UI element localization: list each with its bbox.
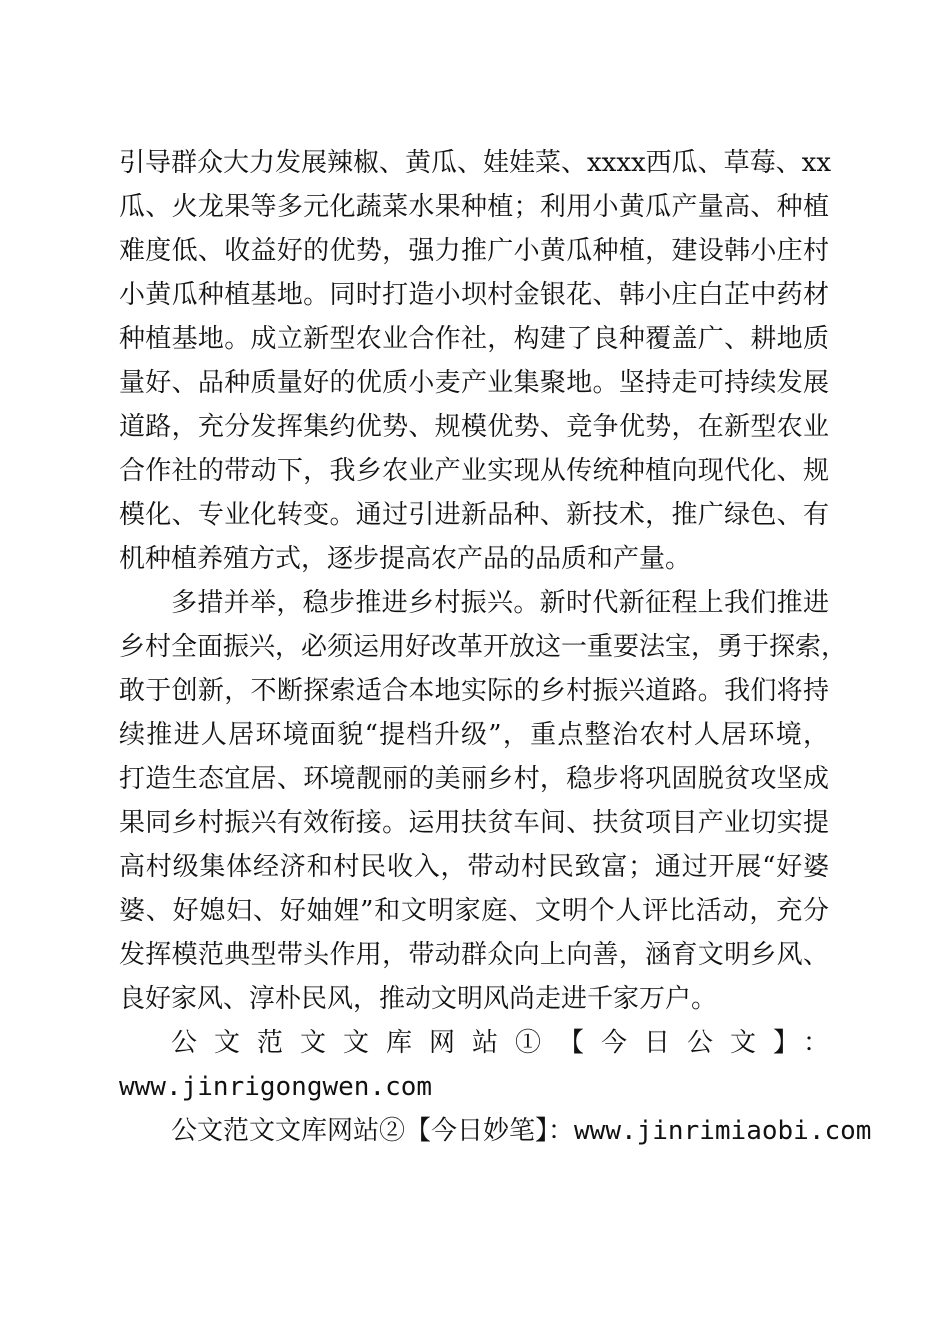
text-line: 乡村全面振兴，必须运用好改革开放这一重要法宝，勇于探索， (119, 632, 848, 662)
text-line: 机种植养殖方式，逐步提高农产品的品质和产量。 (119, 544, 692, 574)
text-line: 续推进人居环境面貌“提档升级”，重点整治农村人居环境， (119, 720, 829, 750)
text-line: 敢于创新，不断探索适合本地实际的乡村振兴道路。我们将持 (119, 676, 829, 706)
text-line: 合作社的带动下，我乡农业产业实现从传统种植向现代化、规 (119, 456, 829, 486)
text-line: 难度低、收益好的优势，强力推广小黄瓜种植，建设韩小庄村 (119, 236, 829, 266)
text-line: 果同乡村振兴有效衔接。运用扶贫车间、扶贫项目产业切实提 (119, 808, 829, 838)
text-line: 模化、专业化转变。通过引进新品种、新技术，推广绿色、有 (119, 500, 829, 530)
text-line: 婆、好媳妇、好妯娌”和文明家庭、文明个人评比活动，充分 (119, 896, 829, 926)
text-line: 小黄瓜种植基地。同时打造小坝村金银花、韩小庄白芷中药材 (119, 280, 829, 310)
text-line: 种植基地。成立新型农业合作社，构建了良种覆盖广、耕地质 (119, 324, 829, 354)
paragraph-rural-revitalization (119, 581, 848, 1021)
site2-line (119, 1109, 872, 1153)
footer-links (119, 1021, 872, 1153)
text-line: 引导群众大力发展辣椒、黄瓜、娃娃菜、xxxx西瓜、草莓、xx (119, 148, 831, 178)
text-line: 打造生态宜居、环境靓丽的美丽乡村，稳步将巩固脱贫攻坚成 (119, 764, 829, 794)
text-line: 瓜、火龙果等多元化蔬菜水果种植；利用小黄瓜产量高、种植 (119, 192, 829, 222)
text-line: 多措并举，稳步推进乡村振兴。新时代新征程上我们推进 (171, 588, 829, 618)
paragraph-agriculture (119, 141, 829, 581)
text-line: 发挥模范典型带头作用，带动群众向上向善，涵育文明乡风、 (119, 940, 829, 970)
site2-label: 公文范文文库网站②【今日妙笔】： (171, 1116, 575, 1146)
site1-label: 公文范文文库网站①【今日公文】： (171, 1028, 829, 1058)
text-line: 高村级集体经济和村民收入，带动村民致富；通过开展“好婆 (119, 852, 829, 882)
text-line: 道路，充分发挥集约优势、规模优势、竞争优势，在新型农业 (119, 412, 829, 442)
site1-url-link[interactable]: www.jinrigongwen.com (119, 1072, 433, 1102)
text-line: 良好家风、淳朴民风，推动文明风尚走进千家万户。 (119, 984, 718, 1014)
text-line: 量好、品种质量好的优质小麦产业集聚地。坚持走可持续发展 (119, 368, 829, 398)
site2-url-link[interactable]: www.jinrimiaobi.com (574, 1116, 872, 1146)
